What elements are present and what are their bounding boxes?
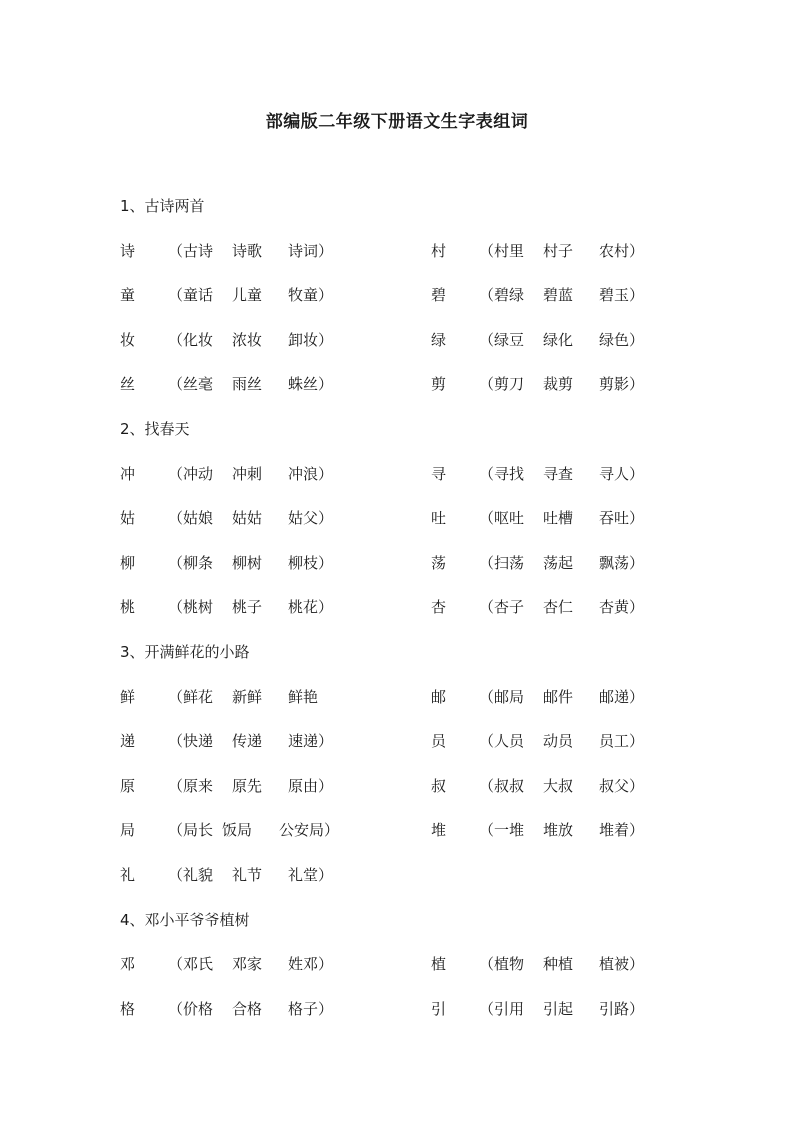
entry-word: 碧玉） <box>599 286 645 305</box>
entry-word: 姑姑 <box>232 509 263 528</box>
entry-word: 鲜艳 <box>288 687 319 706</box>
entry-word: 冲浪） <box>288 464 334 483</box>
entry-char: 堆 <box>431 821 447 840</box>
entry-word: 动员 <box>543 732 574 751</box>
entry-char: 桃 <box>120 598 136 617</box>
entry-word: （古诗 <box>168 241 214 260</box>
entry-word: 礼节 <box>232 866 263 884</box>
entry-word: 传递 <box>232 732 263 751</box>
entry-word: （植物 <box>479 955 525 974</box>
entry-word: （引用 <box>479 999 525 1018</box>
entry-char: 绿 <box>431 330 447 349</box>
entry-char: 荡 <box>431 553 447 572</box>
entry-word: （局长 <box>168 821 214 840</box>
entry-char: 邮 <box>431 687 447 706</box>
entry-char: 局 <box>120 821 136 840</box>
entry-word: 引起 <box>543 999 574 1018</box>
entry-char: 递 <box>120 732 136 751</box>
section-heading: 3、开满鲜花的小路 <box>120 643 250 661</box>
entry-word: 植被） <box>599 955 645 974</box>
entry-word: （鲜花 <box>168 687 214 706</box>
entry-word: 绿色） <box>599 330 645 349</box>
entry-word: （价格 <box>168 999 214 1018</box>
entry-word: 速递） <box>288 732 334 751</box>
entry-word: 村子 <box>543 241 574 260</box>
entry-word: 引路） <box>599 999 645 1018</box>
entry-word: 吐槽 <box>543 509 574 528</box>
entry-word: 剪影） <box>599 375 645 394</box>
entry-char: 妆 <box>120 330 136 349</box>
section-heading: 1、古诗两首 <box>120 197 205 215</box>
entry-word: 桃子 <box>232 598 263 617</box>
entry-word: （寻找 <box>479 464 525 483</box>
section-heading: 2、找春天 <box>120 420 190 438</box>
entry-word: 种植 <box>543 955 574 974</box>
section-heading: 4、邓小平爷爷植树 <box>120 910 250 929</box>
entry-word: 饭局 <box>222 821 253 840</box>
entry-char: 冲 <box>120 464 136 483</box>
entry-word: （柳条 <box>168 553 214 572</box>
entry-char: 礼 <box>120 866 136 884</box>
entry-word: 卸妆） <box>288 330 334 349</box>
entry-word: 叔父） <box>599 776 645 795</box>
entry-word: 新鲜 <box>232 687 263 706</box>
entry-word: 雨丝 <box>232 375 263 394</box>
entry-word: 寻人） <box>599 464 645 483</box>
entry-word: （杏子 <box>479 598 525 617</box>
entry-char: 植 <box>431 955 447 974</box>
entry-char: 童 <box>120 286 136 305</box>
entry-char: 寻 <box>431 464 447 483</box>
entry-word: （一堆 <box>479 821 525 840</box>
entry-word: 飘荡） <box>599 553 645 572</box>
entry-word: 柳枝） <box>288 553 334 572</box>
entry-char: 格 <box>120 999 136 1018</box>
entry-char: 原 <box>120 776 136 795</box>
entry-word: 荡起 <box>543 553 574 572</box>
entry-word: 碧蓝 <box>543 286 574 305</box>
entry-word: 公安局） <box>279 821 340 840</box>
entry-word: （礼貌 <box>168 866 214 884</box>
entry-word: （邓氏 <box>168 955 214 974</box>
entry-char: 柳 <box>120 553 136 572</box>
entry-word: （姑娘 <box>168 509 214 528</box>
entry-char: 村 <box>431 241 447 260</box>
entry-char: 邓 <box>120 955 136 974</box>
entry-word: 绿化 <box>543 330 574 349</box>
entry-char: 叔 <box>431 776 447 795</box>
entry-word: 邓家 <box>232 955 263 974</box>
entry-word: 裁剪 <box>543 375 574 394</box>
entry-word: （童话 <box>168 286 214 305</box>
page-title: 部编版二年级下册语文生字表组词 <box>265 112 529 132</box>
entry-word: 姓邓） <box>288 955 334 974</box>
entry-word: （冲动 <box>168 464 214 483</box>
entry-word: 堆放 <box>543 821 574 840</box>
entry-word: （绿豆 <box>479 330 525 349</box>
entry-word: （扫荡 <box>479 553 525 572</box>
entry-word: （呕吐 <box>479 509 525 528</box>
entry-word: （化妆 <box>168 330 214 349</box>
entry-word: （桃树 <box>168 598 214 617</box>
entry-word: 杏仁 <box>543 598 574 617</box>
entry-word: 冲刺 <box>232 464 263 483</box>
entry-word: 礼堂） <box>288 866 334 884</box>
entry-word: （原来 <box>168 776 214 795</box>
entry-word: （人员 <box>479 732 525 751</box>
entry-word: （叔叔 <box>479 776 525 795</box>
entry-word: 原先 <box>232 776 263 795</box>
entry-char: 员 <box>431 732 447 751</box>
entry-word: （剪刀 <box>479 375 525 394</box>
entry-word: 堆着） <box>599 821 645 840</box>
entry-word: （村里 <box>479 241 525 260</box>
entry-char: 杏 <box>431 598 447 617</box>
entry-word: 大叔 <box>543 776 574 795</box>
entry-word: 吞吐） <box>599 509 645 528</box>
entry-word: 柳树 <box>232 553 263 572</box>
entry-char: 姑 <box>120 509 136 528</box>
entry-word: 原由） <box>288 776 334 795</box>
entry-word: 诗词） <box>288 241 334 260</box>
entry-word: （碧绿 <box>479 286 525 305</box>
entry-word: 姑父） <box>288 509 334 528</box>
entry-word: （邮局 <box>479 687 525 706</box>
entry-char: 引 <box>431 999 447 1018</box>
entry-word: 桃花） <box>288 598 334 617</box>
entry-word: 杏黄） <box>599 598 645 617</box>
entry-word: 员工） <box>599 732 645 751</box>
entry-word: 蛛丝） <box>288 375 334 394</box>
entry-word: 农村） <box>599 241 645 260</box>
entry-word: 牧童） <box>288 286 334 305</box>
entry-word: （快递 <box>168 732 214 751</box>
entry-word: 邮递） <box>599 687 645 706</box>
entry-char: 吐 <box>431 509 447 528</box>
entry-word: 合格 <box>232 999 263 1018</box>
entry-char: 丝 <box>120 375 136 394</box>
entry-char: 鲜 <box>120 687 136 706</box>
entry-char: 剪 <box>431 375 447 394</box>
entry-word: 儿童 <box>232 286 263 305</box>
entry-word: 寻查 <box>543 464 574 483</box>
entry-word: （丝毫 <box>168 375 214 394</box>
entry-word: 浓妆 <box>232 330 263 349</box>
entry-char: 碧 <box>431 286 447 305</box>
entry-word: 邮件 <box>543 687 574 706</box>
entry-char: 诗 <box>120 241 136 260</box>
entry-word: 诗歌 <box>232 241 263 260</box>
entry-word: 格子） <box>288 999 334 1018</box>
